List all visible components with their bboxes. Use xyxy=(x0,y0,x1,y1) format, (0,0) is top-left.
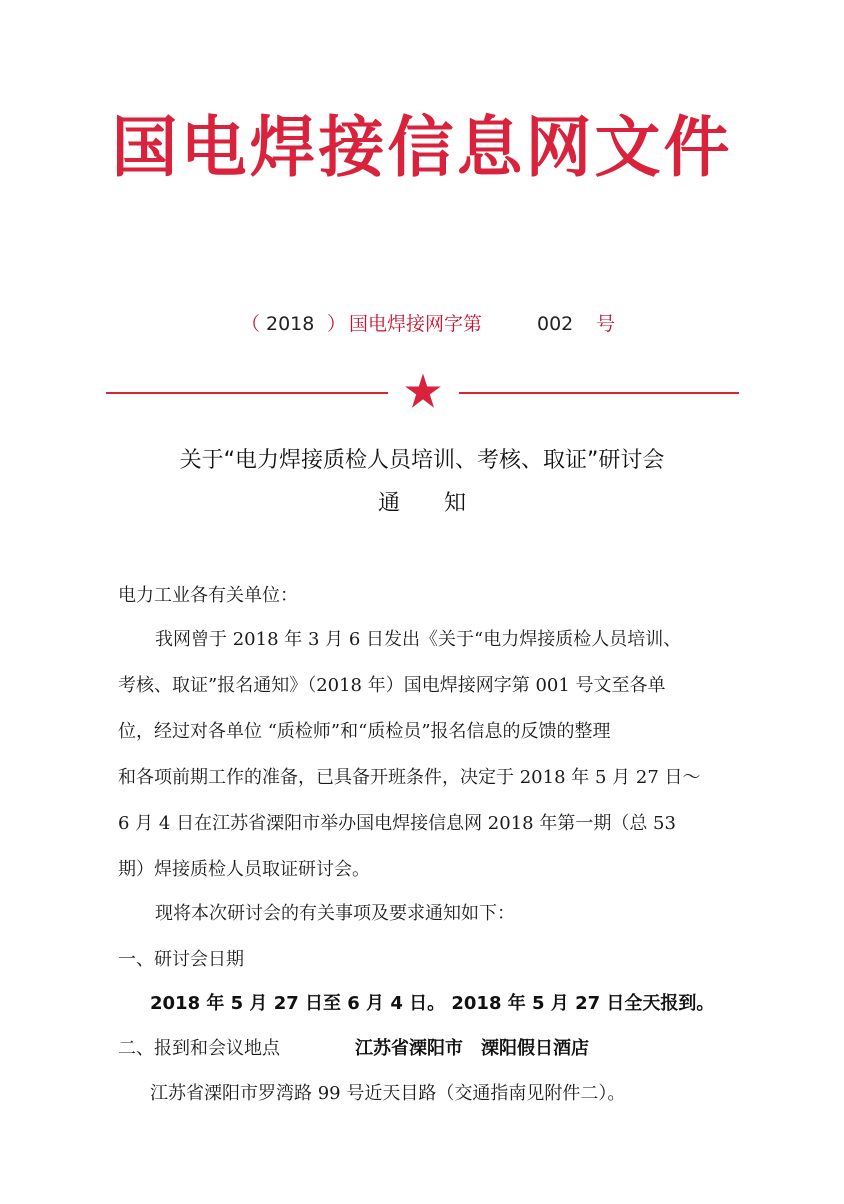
doc-number-open-paren: （ xyxy=(241,313,261,335)
doc-number-suffix: 号 xyxy=(596,313,616,335)
section-heading-date: 一、研讨会日期 xyxy=(118,949,244,970)
document-header-title: 国电焊接信息网文件 xyxy=(111,109,733,186)
section-address: 江苏省溧阳市罗湾路 99 号近天目路（交通指南见附件二）。 xyxy=(150,1083,626,1104)
header-rule-left xyxy=(106,392,388,394)
body-paragraph-line: 我网曾于 2018 年 3 月 6 日发出《关于“电力焊接质检人员培训、 xyxy=(155,629,682,650)
header-rule-right xyxy=(459,392,739,394)
salutation: 电力工业各有关单位： xyxy=(118,585,298,606)
section-location-value: 江苏省溧阳市 溧阳假日酒店 xyxy=(355,1038,589,1059)
doc-number-year: 2018 xyxy=(266,313,315,335)
doc-number-value: 002 xyxy=(537,313,574,335)
body-paragraph-line: 考核、取证”报名通知》（2018 年）国电焊接网字第 001 号文至各单 xyxy=(118,675,666,696)
section-heading-location: 二、报到和会议地点 xyxy=(118,1038,280,1059)
doc-number-close-paren: ） xyxy=(327,313,347,335)
body-paragraph-line: 位，经过对各单位 “质检师”和“质检员”报名信息的反馈的整理 xyxy=(118,721,611,742)
body-paragraph-line: 期）焊接质检人员取证研讨会。 xyxy=(118,859,370,880)
notice-title-line2: 通 知 xyxy=(377,491,466,516)
body-paragraph-intro: 现将本次研讨会的有关事项及要求通知如下： xyxy=(155,903,515,924)
doc-number-prefix: 国电焊接网字第 xyxy=(349,313,483,335)
notice-title-line1: 关于“电力焊接质检人员培训、考核、取证”研讨会 xyxy=(179,448,665,473)
body-paragraph-line: 和各项前期工作的准备，已具备开班条件，决定于 2018 年 5 月 27 日～ xyxy=(118,767,701,788)
star-icon xyxy=(404,372,442,410)
section-content-date: 2018 年 5 月 27 日至 6 月 4 日。 2018 年 5 月 27 日全天报到。 xyxy=(150,993,715,1014)
body-paragraph-line: 6 月 4 日在江苏省溧阳市举办国电焊接信息网 2018 年第一期（总 53 xyxy=(118,813,676,834)
